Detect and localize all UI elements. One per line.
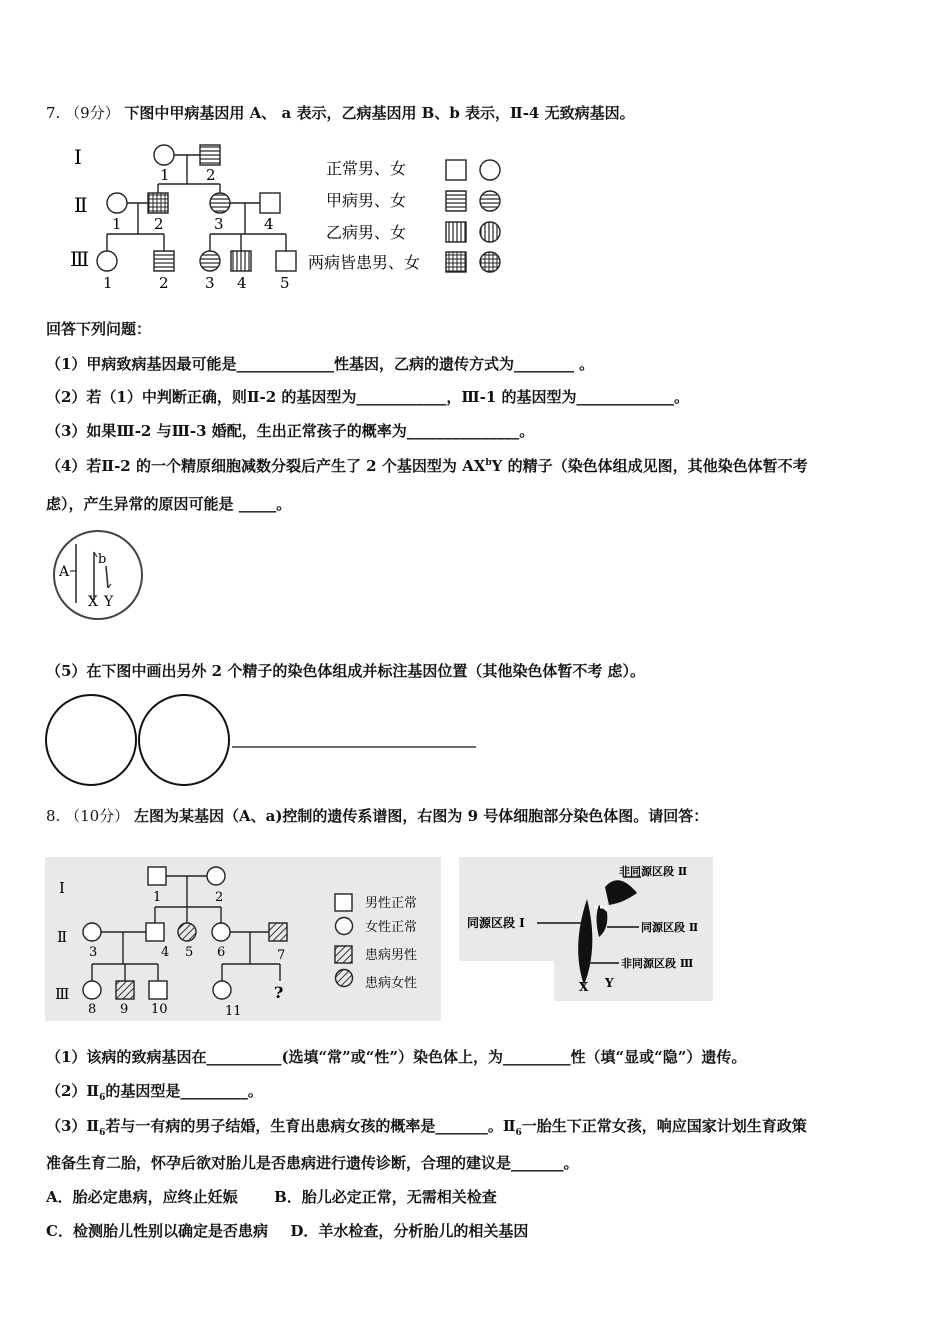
q8-option-c: C．检测胎儿性别以确定是否患病 [46, 1222, 268, 1240]
q7-legend-both: 两病皆患男、女 [308, 253, 421, 272]
q7-II1-label: 1 [112, 215, 122, 233]
q8-option-a: A．胎必定患病，应终止妊娠 [46, 1188, 238, 1206]
q8-pedigree [45, 857, 441, 1021]
q7-cell-label-A: A [59, 564, 70, 580]
q8-legend-normal-female: 女性正常 [365, 920, 418, 935]
q8-legend-affected-female: 患病女性 [365, 976, 418, 991]
q8-option-d: D．羊水检查，分析胎儿的相关基因 [290, 1222, 529, 1240]
q8-id-11: 11 [225, 1004, 242, 1019]
q8-id-1: 1 [153, 890, 162, 905]
q8-sub2-pre: （2）Ⅱ [46, 1082, 100, 1100]
q7-III4-label: 4 [237, 274, 247, 292]
q8-stem: 左图为某基因（A、a)控制的遗传系谱图，右图为 9 号体细胞部分染色体图。请回答： [133, 807, 709, 825]
q8-I2-normal-female [207, 867, 225, 885]
q7-III1-normal-female [97, 251, 117, 271]
q8-id-9: 9 [120, 1002, 129, 1017]
q8-label-x: X [579, 980, 589, 994]
q7-II2-label: 2 [154, 215, 164, 233]
q7-sub5: （5）在下图中画出另外 2 个精子的染色体组成并标注基因位置（其他染色体暂不考 虑）。 [46, 662, 646, 680]
q8-gen-3: Ⅲ [55, 985, 70, 1003]
q7-sub3: （3）如果Ⅲ-2 与Ⅲ-3 婚配，生出正常孩子的概率为_______________。 [46, 422, 535, 440]
q7-header [46, 103, 635, 123]
q7-I1-normal-female [154, 145, 174, 165]
q8-id-2: 2 [215, 890, 224, 905]
q8-option-b: B．胎儿必定正常，无需相关检查 [274, 1188, 497, 1206]
q7-prompt: 回答下列问题： [46, 320, 152, 338]
q8-sub2-post: 的基因型是_________。 [105, 1082, 263, 1100]
q7-III2-jia-male [154, 251, 174, 271]
q8-header [46, 806, 708, 826]
q8-sub3-pre: （3）Ⅱ [46, 1117, 100, 1135]
q7-sub4-post: Y 的精子（染色体组成见图，其他染色体暂不考 [491, 457, 808, 475]
q8-id-3: 3 [89, 945, 98, 960]
q8-label-homologous-2: 同源区段 Ⅱ [641, 921, 699, 934]
q7-gen-2: Ⅱ [74, 193, 88, 217]
q7-cell-label-Y: Y [104, 594, 114, 610]
q7-II3-jia-female [210, 193, 230, 213]
q7-II4-normal-male [260, 193, 280, 213]
q8-sub2-sub: 6 [99, 1093, 106, 1103]
q8-id-4: 4 [161, 945, 170, 960]
q7-I1-label: 1 [160, 166, 170, 184]
q7-III5-label: 5 [280, 274, 290, 292]
q8-gen-1: Ⅰ [59, 879, 65, 897]
q7-sub4 [46, 456, 808, 476]
q7-sub4-sup: b [485, 458, 492, 468]
q8-label-homologous: 同源区段 Ⅰ [467, 916, 525, 930]
q8-sub3-post: 一胎生下正常女孩，响应国家计划生育政策 [521, 1117, 807, 1135]
q7-score: （9分） [65, 104, 120, 122]
q8-options-cd [46, 1221, 528, 1241]
q8-chromosome-figure [459, 857, 715, 1003]
q8-id-10: 10 [151, 1002, 168, 1017]
q7-gen-1: Ⅰ [74, 145, 82, 169]
q7-I2-jia-male [200, 145, 220, 165]
q7-sub2: （2）若（1）中判断正确，则Ⅱ-2 的基因型为____________，Ⅲ-1 的基因型为_____________。 [46, 388, 690, 406]
q7-pedigree [60, 138, 530, 298]
q8-id-6: 6 [217, 945, 226, 960]
q8-II7-affected-male [269, 923, 287, 941]
q7-I2-label: 2 [206, 166, 216, 184]
q8-II5-affected-female [178, 923, 196, 941]
q8-label-y: Y [605, 976, 614, 990]
q7-legend-jia: 甲病男、女 [326, 191, 407, 210]
q7-II4-label: 4 [264, 215, 274, 233]
q8-unknown-child: ? [274, 983, 284, 1002]
q8-gen-2: Ⅱ [57, 928, 68, 946]
q7-number: 7. [46, 104, 61, 122]
q8-III10-normal-male [149, 981, 167, 999]
q7-cell-label-b: b [98, 552, 107, 567]
q7-answer-circle-1 [46, 695, 136, 785]
q7-sub1: （1）甲病致病基因最可能是_____________性基因，乙病的遗传方式为________ 。 [46, 355, 595, 373]
q8-sub2 [46, 1081, 263, 1104]
q7-III5-normal-male [276, 251, 296, 271]
q7-III4-yi-male [231, 251, 251, 271]
q8-label-nonhomologous-2: 非同源区段 Ⅲ [621, 957, 694, 970]
q8-III8-normal-female [83, 981, 101, 999]
q8-id-5: 5 [185, 945, 194, 960]
q8-legend-affected-male: 患病男性 [365, 948, 418, 963]
q8-sub1: （1）该病的致病基因在__________(选填“常”或“性”）染色体上，为_________性（填“显或“隐”）遗传。 [46, 1048, 747, 1066]
q7-answer-circles [44, 692, 484, 788]
q7-answer-circle-2 [139, 695, 229, 785]
q8-label-nonhomologous-1: 非同源区段 Ⅱ [619, 865, 688, 878]
q8-sub3-line2: 准备生育二胎，怀孕后欲对胎儿是否患病进行遗传诊断，合理的建议是_______。 [46, 1154, 579, 1172]
q7-II3-label: 3 [214, 215, 224, 233]
q7-II2-both-male [148, 193, 168, 213]
q7-sub4-line2: 虑），产生异常的原因可能是 _____。 [46, 495, 292, 513]
q7-III3-jia-female [200, 251, 220, 271]
q7-III3-label: 3 [205, 274, 215, 292]
q8-sub3-sub: 6 [99, 1128, 106, 1138]
q7-sub4-pre: （4）若Ⅱ-2 的一个精原细胞减数分裂后产生了 2 个基因型为 AX [46, 457, 486, 475]
q8-sub3-mid: 若与一有病的男子结婚，生育出患病女孩的概率是_______。Ⅱ [105, 1117, 516, 1135]
q7-II1-normal-female [107, 193, 127, 213]
q8-score: （10分） [65, 807, 130, 825]
q8-II4-normal-male [146, 923, 164, 941]
q8-number: 8. [46, 807, 61, 825]
q8-II3-normal-female [83, 923, 101, 941]
q7-III2-label: 2 [159, 274, 169, 292]
q8-II6-normal-female [212, 923, 230, 941]
q7-gen-3: Ⅲ [70, 247, 90, 271]
q8-III11-normal-female [213, 981, 231, 999]
q7-sperm-cell [48, 528, 148, 622]
q8-sub3 [46, 1116, 807, 1139]
q7-legend-normal: 正常男、女 [326, 159, 407, 178]
q7-legend-yi: 乙病男、女 [326, 223, 407, 242]
q7-III1-label: 1 [103, 274, 113, 292]
q8-id-8: 8 [88, 1002, 97, 1017]
q8-options-ab [46, 1187, 497, 1207]
q8-sub3-sub2: 6 [515, 1128, 522, 1138]
q8-legend-normal-male: 男性正常 [365, 896, 418, 911]
q8-III9-affected-male [116, 981, 134, 999]
q8-id-7: 7 [277, 948, 286, 963]
q7-cell-label-X: X [88, 594, 98, 610]
q7-stem: 下图中甲病基因用 A、 a 表示，乙病基因用 B、b 表示，Ⅱ-4 无致病基因。 [124, 104, 635, 122]
q8-I1-normal-male [148, 867, 166, 885]
